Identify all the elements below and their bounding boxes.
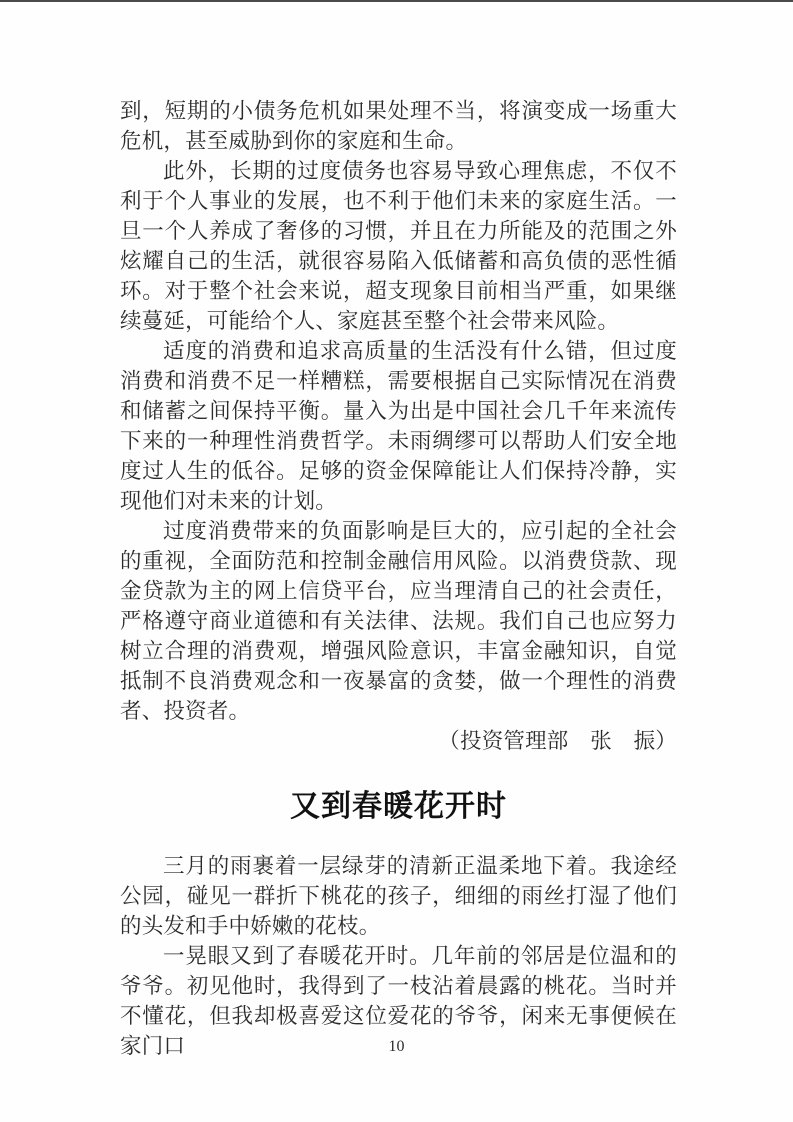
paragraph: 一晃眼又到了春暖花开时。几年前的邻居是位温和的爷爷。初见他时，我得到了一枝沾着晨露的桃花。当时并不懂花，但我却极喜爱这位爱花的爷爷，闲来无事便候在家门口 [120, 944, 677, 1058]
paragraph: 适度的消费和追求高质量的生活没有什么错，但过度消费和消费不足一样糟糕，需要根据自己实际情况在消费和储蓄之间保持平衡。量入为出是中国社会几千年来流传下来的一种理性消费哲学。未雨绸缪可以帮助人们安全地度过人生的低谷。足够的资金保障能让人们保持冷静，实现他们对未来的计划。 [120, 339, 677, 513]
paragraph: 此外，长期的过度债务也容易导致心理焦虑，不仅不利于个人事业的发展，也不利于他们未来的家庭生活。一旦一个人养成了奢侈的习惯，并且在力所能及的范围之外炫耀自己的生活，就很容易陷入低储蓄和高负债的恶性循环。对于整个社会来说，超支现象目前相当严重，如果继续蔓延，可能给个人、家庭甚至整个社会带来风险。 [120, 159, 677, 333]
article-spring-blossom [120, 790, 677, 1061]
paragraph-continued: 到，短期的小债务危机如果处理不当，将演变成一场重大危机，甚至威胁到你的家庭和生命。 [120, 99, 677, 153]
article-title: 又到春暖花开时 [290, 790, 507, 823]
article-attribution: （投资管理部 张 振） [438, 729, 677, 753]
scan-edge-artifact [0, 0, 793, 2]
paragraph: 三月的雨裹着一层绿芽的清新正温柔地下着。我途经公园，碰见一群折下桃花的孩子，细细的雨丝打湿了他们的头发和手中娇嫩的花枝。 [120, 854, 677, 938]
paragraph: 过度消费带来的负面影响是巨大的，应引起的全社会的重视，全面防范和控制金融信用风险。以消费贷款、现金贷款为主的网上信贷平台，应当理清自己的社会责任，严格遵守商业道德和有关法律、法规。我们自己也应努力树立合理的消费观，增强风险意识，丰富金融知识，自觉抵制不良消费观念和一夜暴富的贪婪，做一个理性的消费者、投资者。 [120, 519, 677, 723]
article-overspending [120, 96, 677, 756]
page-content [120, 96, 677, 1061]
page-number: 10 [388, 1038, 405, 1055]
